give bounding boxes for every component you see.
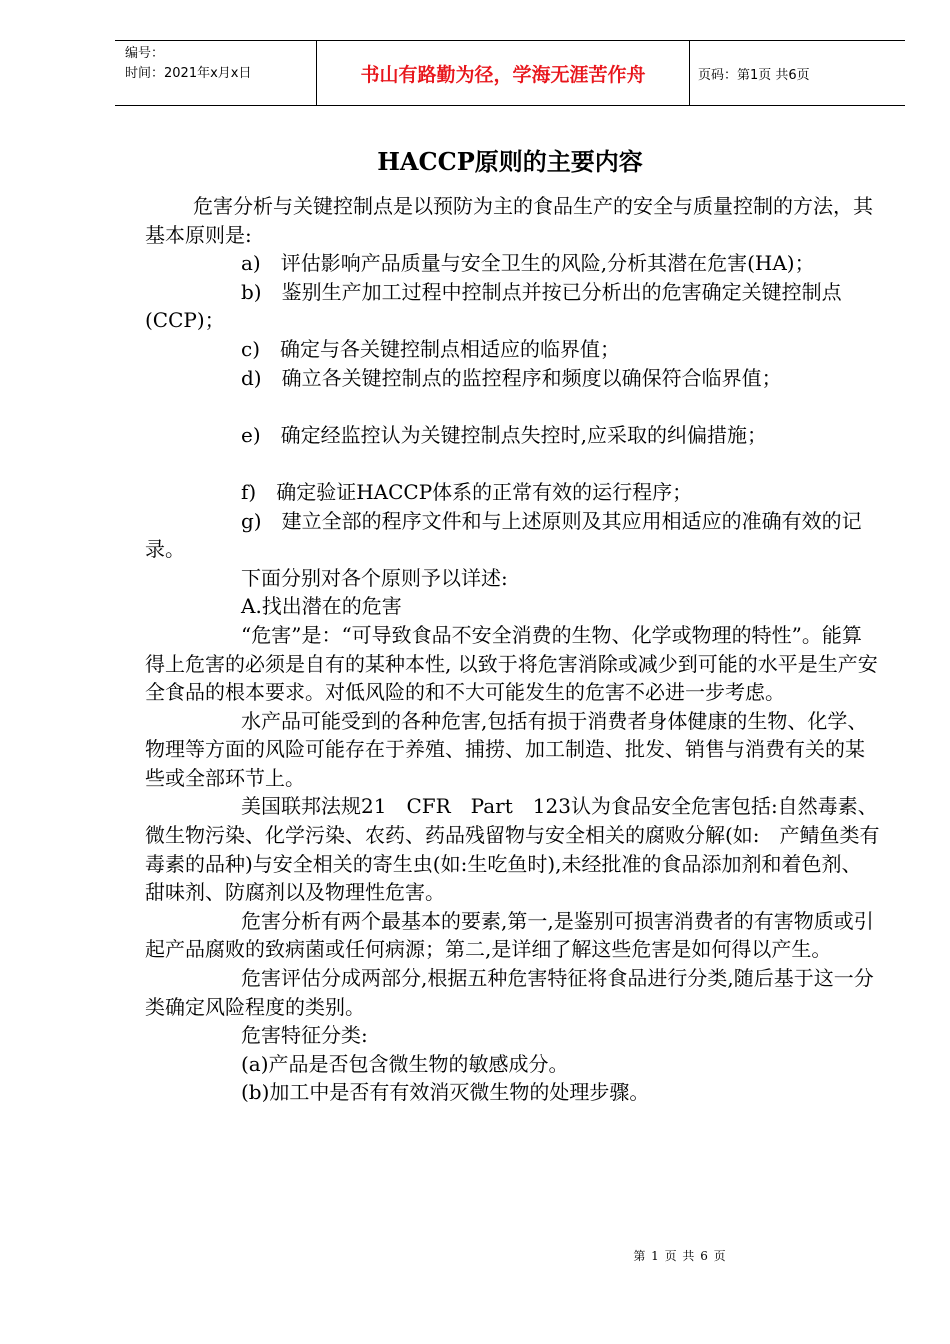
document-body [145, 192, 880, 1107]
header-meta-cell [115, 41, 317, 105]
principle-e: e) 确定经监控认为关键控制点失控时,应采取的纠偏措施； [241, 422, 767, 447]
paragraph-hazard-analysis-elements: 危害分析有两个最基本的要素,第一,是鉴别可损害消费者的有害物质或引起产品腐败的致病菌或任何病源；第二,是详细了解这些危害是如何得以产生。 [145, 908, 874, 962]
principle-a: a) 评估影响产品质量与安全卫生的风险,分析其潜在危害(HA)； [241, 251, 815, 276]
page-title: HACCP原则的主要内容 [377, 147, 643, 176]
section-heading-a: A.找出潜在的危害 [241, 594, 402, 619]
header-page-label: 页码：第1页 共6页 [698, 67, 810, 83]
spacer [145, 449, 880, 478]
spacer [145, 392, 880, 421]
page-footer: 第 1 页 共 6 页 [633, 1249, 727, 1263]
paragraph-hazard-definition: “危害”是：“可导致食品不安全消费的生物、化学或物理的特性”。能算得上危害的必须是自有的某种本性, 以致于将危害消除或减少到可能的水平是生产安全食品的根本要求。对低风险的和不大可能发生的危害不必进一步考虑。 [145, 622, 878, 705]
doc-number-label: 编号： [125, 46, 165, 61]
header-motto: 书山有路勤为径，学海无涯苦作舟 [317, 41, 690, 105]
principle-b: b) 鉴别生产加工过程中控制点并按已分析出的危害确定关键控制点(CCP)； [145, 279, 842, 333]
paragraph-hazard-classification: 危害特征分类: [241, 1023, 368, 1048]
doc-time-label: 时间：2021年x月x日 [125, 66, 252, 81]
principle-c: c) 确定与各关键控制点相适应的临界值； [241, 336, 621, 361]
classification-item-b: (b)加工中是否有有效消灭微生物的处理步骤。 [241, 1080, 650, 1105]
paragraph-cfr-regulation: 美国联邦法规21 CFR Part 123认为食品安全危害包括:自然毒素、微生物污染、化学污染、农药、药品残留物与安全相关的腐败分解(如: 产鲭鱼类有毒素的品种)与安全相关的寄生虫(如:生吃鱼时),未经批准的食品添加剂和着色剂、甜味剂、防腐剂以及物理性危害。 [145, 794, 880, 905]
paragraph-intro: 危害分析与关键控制点是以预防为主的食品生产的安全与质量控制的方法，其基本原则是: [145, 194, 873, 247]
paragraph-detail-intro: 下面分别对各个原则予以详述: [241, 565, 508, 590]
principle-f: f) 确定验证HACCP体系的正常有效的运行程序； [241, 479, 693, 504]
paragraph-hazard-assessment: 危害评估分成两部分,根据五种危害特征将食品进行分类,随后基于这一分类确定风险程度的类别。 [145, 966, 874, 1019]
principle-d: d) 确立各关键控制点的监控程序和频度以确保符合临界值； [241, 365, 782, 390]
header-table [115, 40, 905, 106]
principle-g: g) 建立全部的程序文件和与上述原则及其应用相适应的准确有效的记录。 [145, 508, 862, 562]
classification-item-a: (a)产品是否包含微生物的敏感成分。 [241, 1051, 569, 1076]
paragraph-aquatic-hazards: 水产品可能受到的各种危害,包括有损于消费者身体健康的生物、化学、 物理等方面的风险可能存在于养殖、捕捞、加工制造、批发、销售与消费有关的某些或全部环节上。 [145, 708, 868, 790]
